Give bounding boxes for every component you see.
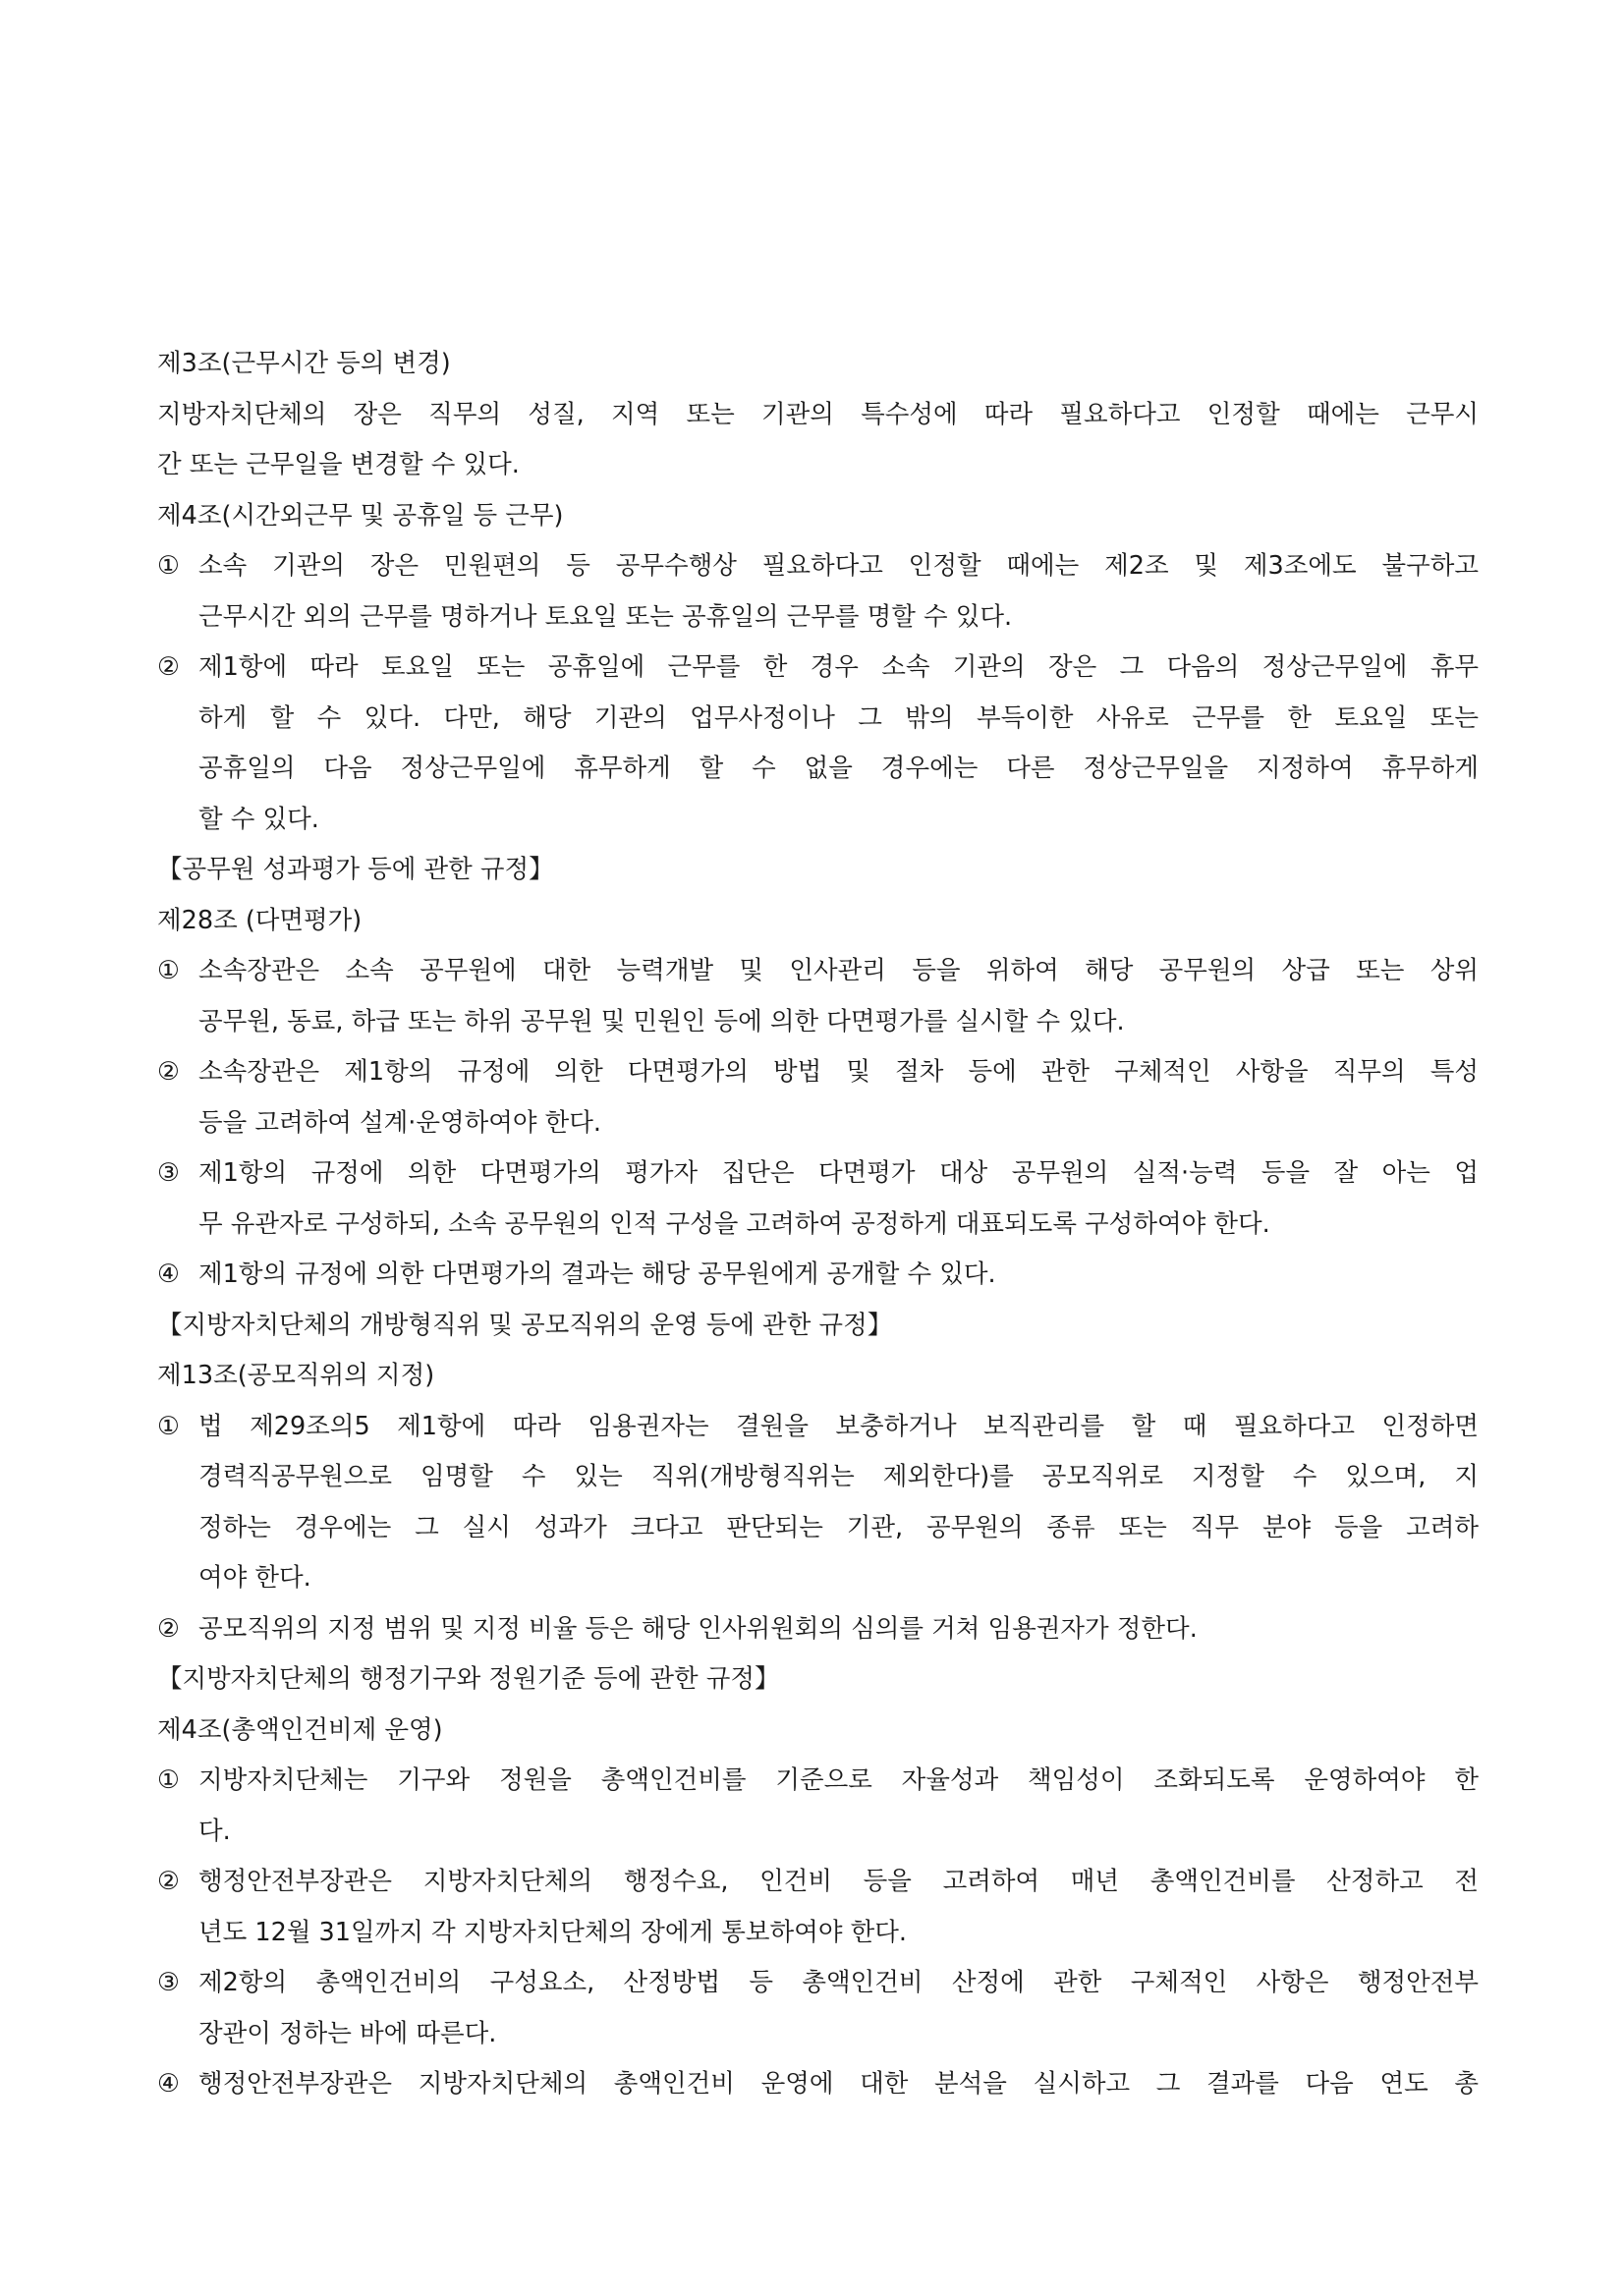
- numbered-clause: [157, 643, 1479, 845]
- clause-number: ③: [157, 1158, 180, 1188]
- clause-number: ④: [157, 2069, 180, 2099]
- clause-number: ④: [157, 1260, 180, 1289]
- clause-text: 법 제29조의5 제1항에 따라 임용권자는 결원을 보충하거나 보직관리를 할 때 필요하다고 인정하면: [198, 1411, 1479, 1441]
- clause-line: [157, 541, 1479, 592]
- clause-number: ①: [157, 551, 180, 581]
- numbered-clause: [157, 946, 1479, 1047]
- clause-text: 소속장관은 제1항의 규정에 의한 다면평가의 방법 및 절차 등에 관한 구체적인 사항을 직무의 특성: [198, 1057, 1479, 1087]
- clause-line: [157, 1958, 1479, 2009]
- clause-line: 등을 고려하여 설계·운영하여야 한다.: [198, 1107, 602, 1138]
- clause-line: [157, 1250, 1479, 1301]
- clause-text: 행정안전부장관은 지방자치단체의 행정수요, 인건비 등을 고려하여 매년 총액인건비를 산정하고 전: [198, 1867, 1479, 1896]
- section-heading: 【지방자치단체의 행정기구와 정원기준 등에 관한 규정】: [157, 1664, 780, 1694]
- clause-text: 제1항에 따라 토요일 또는 공휴일에 근무를 한 경우 소속 기관의 장은 그 다음의 정상근무일에 휴무: [198, 652, 1479, 682]
- numbered-clause: [157, 1250, 1479, 1301]
- paragraph: [157, 390, 1479, 491]
- clause-line: 공휴일의 다음 정상근무일에 휴무하게 할 수 없을 경우에는 다른 정상근무일을 지정하여 휴무하게: [198, 754, 1479, 783]
- clause-line: 하게 할 수 있다. 다만, 해당 기관의 업무사정이나 그 밖의 부득이한 사유로 근무를 한 토요일 또는: [198, 702, 1479, 733]
- clause-number: ②: [157, 1867, 180, 1896]
- clause-line: [157, 2059, 1479, 2110]
- clause-line: 무 유관자로 구성하되, 소속 공무원의 인적 구성을 고려하여 공정하게 대표되도록 구성하여야 한다.: [198, 1208, 1270, 1239]
- numbered-clause: [157, 1756, 1479, 1857]
- clause-line: [157, 1604, 1479, 1655]
- clause-line: 공무원, 동료, 하급 또는 하위 공무원 및 민원인 등에 의한 다면평가를 실시할 수 있다.: [198, 1006, 1125, 1036]
- clause-number: ②: [157, 652, 180, 682]
- clause-line: [157, 1857, 1479, 1908]
- clause-number: ②: [157, 1613, 180, 1644]
- clause-line: 정하는 경우에는 그 실시 성과가 크다고 판단되는 기관, 공무원의 종류 또는 직무 분야 등을 고려하: [198, 1512, 1479, 1542]
- clause-line: [157, 946, 1479, 997]
- clause-line: 할 수 있다.: [198, 804, 319, 834]
- numbered-clause: [157, 1604, 1479, 1655]
- clause-text: 소속장관은 소속 공무원에 대한 능력개발 및 인사관리 등을 위하여 해당 공무원의 상급 또는 상위: [198, 956, 1479, 985]
- clause-text: 소속 기관의 장은 민원편의 등 공무수행상 필요하다고 인정할 때에는 제2조 및 제3조에도 불구하고: [198, 551, 1479, 581]
- document-page: [157, 339, 1479, 2110]
- section-heading: 【지방자치단체의 개방형직위 및 공모직위의 운영 등에 관한 규정】: [157, 1310, 893, 1340]
- clause-line: [157, 1047, 1479, 1098]
- numbered-clause: [157, 541, 1479, 643]
- numbered-clause: [157, 1402, 1479, 1604]
- paragraph-line: 간 또는 근무일을 변경할 수 있다.: [157, 450, 520, 479]
- clause-line: 년도 12월 31일까지 각 지방자치단체의 장에게 통보하여야 한다.: [198, 1917, 907, 1947]
- clause-text: 제1항의 규정에 의한 다면평가의 결과는 해당 공무원에게 공개할 수 있다.: [198, 1260, 996, 1289]
- numbered-clause: [157, 2059, 1479, 2110]
- clause-line: 장관이 정하는 바에 따른다.: [198, 2018, 497, 2048]
- clause-text: 지방자치단체는 기구와 정원을 총액인건비를 기준으로 자율성과 책임성이 조화되도록 운영하여야 한: [198, 1765, 1479, 1795]
- clause-number: ①: [157, 1765, 180, 1795]
- clause-line: 다.: [198, 1816, 231, 1846]
- clause-line: 경력직공무원으로 임명할 수 있는 직위(개방형직위는 제외한다)를 공모직위로 지정할 수 있으며, 지: [198, 1462, 1479, 1491]
- clause-line: 근무시간 외의 근무를 명하거나 토요일 또는 공휴일의 근무를 명할 수 있다.: [198, 601, 1013, 632]
- clause-text: 공모직위의 지정 범위 및 지정 비율 등은 해당 인사위원회의 심의를 거쳐 임용권자가 정한다.: [198, 1613, 1198, 1644]
- paragraph-line: 지방자치단체의 장은 직무의 성질, 지역 또는 기관의 특수성에 따라 필요하다고 인정할 때에는 근무시: [157, 399, 1479, 429]
- clause-line: [157, 1402, 1479, 1453]
- clause-number: ②: [157, 1057, 180, 1087]
- section-heading: 제3조(근무시간 등의 변경): [157, 349, 451, 378]
- section-heading: 【공무원 성과평가 등에 관한 규정】: [157, 855, 554, 884]
- clause-number: ③: [157, 1968, 180, 1997]
- clause-line: [157, 643, 1479, 694]
- section-heading: 제13조(공모직위의 지정): [157, 1361, 435, 1390]
- numbered-clause: [157, 1958, 1479, 2059]
- numbered-clause: [157, 1047, 1479, 1148]
- section-heading: 제4조(총액인건비제 운영): [157, 1714, 443, 1745]
- clause-line: [157, 1148, 1479, 1200]
- section-heading: 제28조 (다면평가): [157, 905, 363, 935]
- clause-line: [157, 1756, 1479, 1807]
- clause-text: 제1항의 규정에 의한 다면평가의 평가자 집단은 다면평가 대상 공무원의 실적·능력 등을 잘 아는 업: [198, 1158, 1479, 1188]
- clause-number: ①: [157, 1411, 180, 1441]
- clause-text: 제2항의 총액인건비의 구성요소, 산정방법 등 총액인건비 산정에 관한 구체적인 사항은 행정안전부: [198, 1968, 1479, 1997]
- section-heading: 제4조(시간외근무 및 공휴일 등 근무): [157, 500, 564, 531]
- clause-number: ①: [157, 956, 180, 985]
- numbered-clause: [157, 1148, 1479, 1250]
- numbered-clause: [157, 1857, 1479, 1958]
- clause-text: 행정안전부장관은 지방자치단체의 총액인건비 운영에 대한 분석을 실시하고 그 결과를 다음 연도 총: [198, 2069, 1479, 2099]
- clause-line: 여야 한다.: [198, 1563, 311, 1593]
